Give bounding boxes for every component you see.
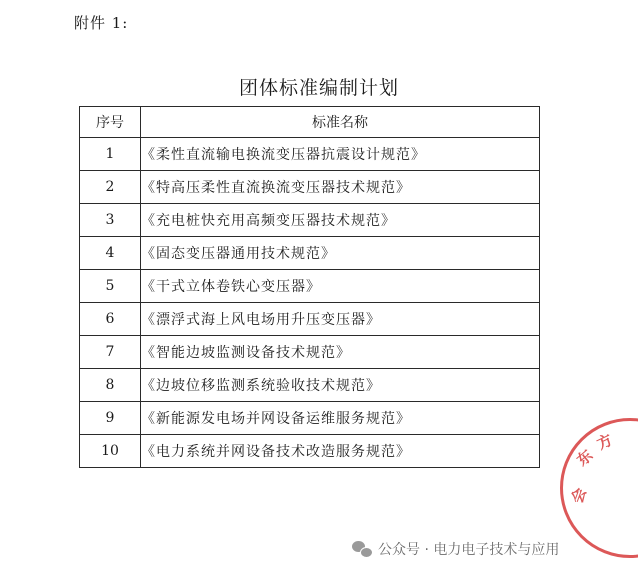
standard-name: 《电力系统并网设备技术改造服务规范》 (141, 435, 540, 468)
table-row (80, 138, 540, 171)
standard-name: 《充电桩快充用高频变压器技术规范》 (141, 204, 540, 237)
table-row (80, 435, 540, 468)
stamp-char: 东 (573, 446, 597, 470)
table-row (80, 303, 540, 336)
row-number: 3 (80, 204, 141, 237)
wechat-icon (352, 541, 372, 557)
stamp-char: 方 (594, 430, 616, 454)
standard-name: 《固态变压器通用技术规范》 (141, 237, 540, 270)
table-row (80, 369, 540, 402)
document-title: 团体标准编制计划 (238, 77, 399, 99)
row-number: 2 (80, 171, 141, 204)
table-row (80, 204, 540, 237)
standard-name: 《边坡位移监测系统验收技术规范》 (141, 369, 540, 402)
standard-name: 《漂浮式海上风电场用升压变压器》 (141, 303, 540, 336)
stamp-char: 会 (567, 485, 591, 506)
header-serial-number: 序号 (80, 107, 141, 138)
table-row (80, 171, 540, 204)
table-row (80, 402, 540, 435)
row-number: 7 (80, 336, 141, 369)
standards-table (79, 106, 540, 468)
wechat-watermark (352, 537, 559, 561)
row-number: 5 (80, 270, 141, 303)
header-standard-name: 标准名称 (141, 107, 540, 138)
standard-name: 《柔性直流输电换流变压器抗震设计规范》 (141, 138, 540, 171)
row-number: 6 (80, 303, 141, 336)
row-number: 4 (80, 237, 141, 270)
table-header-row (80, 107, 540, 138)
attachment-label: 附件 1: (74, 14, 129, 32)
official-seal-stamp (560, 418, 638, 558)
table-row (80, 237, 540, 270)
standard-name: 《智能边坡监测设备技术规范》 (141, 336, 540, 369)
standard-name: 《干式立体卷铁心变压器》 (141, 270, 540, 303)
standard-name: 《新能源发电场并网设备运维服务规范》 (141, 402, 540, 435)
standard-name: 《特高压柔性直流换流变压器技术规范》 (141, 171, 540, 204)
table-row (80, 336, 540, 369)
table-row (80, 270, 540, 303)
watermark-text: 公众号 · 电力电子技术与应用 (378, 542, 560, 558)
row-number: 10 (80, 435, 141, 468)
row-number: 9 (80, 402, 141, 435)
row-number: 8 (80, 369, 141, 402)
row-number: 1 (80, 138, 141, 171)
